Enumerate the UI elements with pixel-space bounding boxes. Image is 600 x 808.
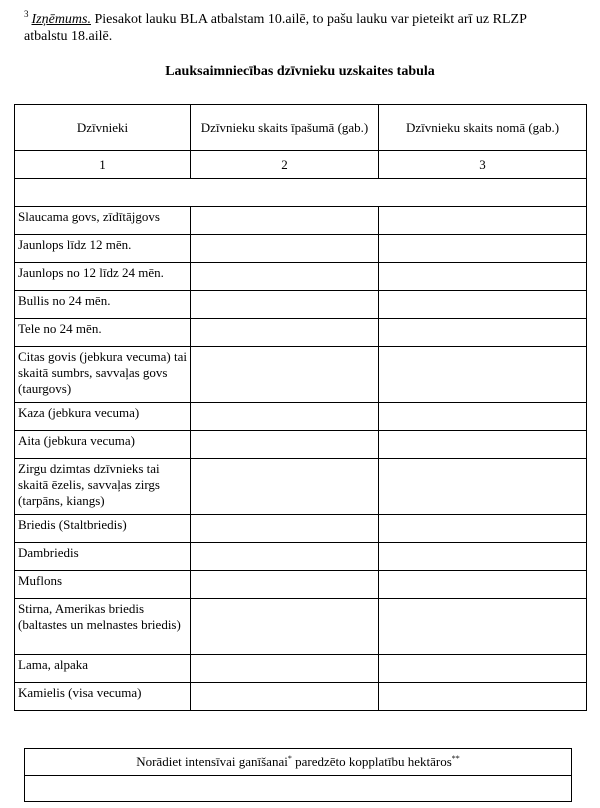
table-row xyxy=(15,347,587,403)
rented-count-cell[interactable] xyxy=(379,263,587,291)
animal-label: Dambriedis xyxy=(15,543,191,571)
table-row xyxy=(15,515,587,543)
header-owned-count: Dzīvnieku skaits īpašumā (gab.) xyxy=(191,105,379,151)
rented-count-cell[interactable] xyxy=(379,207,587,235)
rented-count-cell[interactable] xyxy=(379,319,587,347)
empty-cell xyxy=(15,179,587,207)
rented-count-cell[interactable] xyxy=(379,291,587,319)
animal-label: Kamielis (visa vecuma) xyxy=(15,683,191,711)
footnote-marker: 3 xyxy=(24,9,29,19)
rented-count-cell[interactable] xyxy=(379,599,587,655)
owned-count-cell[interactable] xyxy=(191,431,379,459)
table-row xyxy=(15,431,587,459)
table-row xyxy=(15,403,587,431)
owned-count-cell[interactable] xyxy=(191,655,379,683)
intensive-grazing-label xyxy=(25,749,572,776)
column-number: 3 xyxy=(379,151,587,179)
table-row xyxy=(15,291,587,319)
footnote-text: Piesakot lauku BLA atbalstam 10.ailē, to pašu lauku var pieteikt arī uz RLZP atbalstu 18.ailē. xyxy=(24,12,527,44)
column-number: 2 xyxy=(191,151,379,179)
footnote-mark: ** xyxy=(451,754,460,763)
animal-label: Bullis no 24 mēn. xyxy=(15,291,191,319)
table-row xyxy=(15,543,587,571)
label-text: Norādiet intensīvai ganīšanai xyxy=(136,754,288,769)
column-number-row xyxy=(15,151,587,179)
owned-count-cell[interactable] xyxy=(191,347,379,403)
table-row xyxy=(15,655,587,683)
intensive-grazing-input[interactable] xyxy=(25,776,572,802)
owned-count-cell[interactable] xyxy=(191,263,379,291)
table-row xyxy=(15,599,587,655)
animal-label: Citas govis (jebkura vecuma) tai skaitā sumbrs, savvaļas govs (taurgovs) xyxy=(15,347,191,403)
table-row xyxy=(15,263,587,291)
intensive-grazing-box xyxy=(24,748,572,802)
rented-count-cell[interactable] xyxy=(379,543,587,571)
rented-count-cell[interactable] xyxy=(379,459,587,515)
label-text: paredzēto kopplatību hektāros xyxy=(291,754,452,769)
rented-count-cell[interactable] xyxy=(379,347,587,403)
animal-label: Jaunlops līdz 12 mēn. xyxy=(15,235,191,263)
owned-count-cell[interactable] xyxy=(191,207,379,235)
owned-count-cell[interactable] xyxy=(191,319,379,347)
animal-label: Kaza (jebkura vecuma) xyxy=(15,403,191,431)
table-title: Lauksaimniecības dzīvnieku uzskaites tabula xyxy=(165,64,435,79)
table-row xyxy=(15,459,587,515)
owned-count-cell[interactable] xyxy=(191,235,379,263)
animal-label: Tele no 24 mēn. xyxy=(15,319,191,347)
rented-count-cell[interactable] xyxy=(379,655,587,683)
table-row xyxy=(15,571,587,599)
animal-label: Aita (jebkura vecuma) xyxy=(15,431,191,459)
owned-count-cell[interactable] xyxy=(191,291,379,319)
animal-label: Briedis (Staltbriedis) xyxy=(15,515,191,543)
table-row xyxy=(15,235,587,263)
table-row xyxy=(15,319,587,347)
owned-count-cell[interactable] xyxy=(191,599,379,655)
animal-label: Lama, alpaka xyxy=(15,655,191,683)
rented-count-cell[interactable] xyxy=(379,431,587,459)
owned-count-cell[interactable] xyxy=(191,403,379,431)
owned-count-cell[interactable] xyxy=(191,515,379,543)
owned-count-cell[interactable] xyxy=(191,459,379,515)
rented-count-cell[interactable] xyxy=(379,683,587,711)
owned-count-cell[interactable] xyxy=(191,543,379,571)
animal-label: Muflons xyxy=(15,571,191,599)
table-row xyxy=(15,207,587,235)
animal-label: Jaunlops no 12 līdz 24 mēn. xyxy=(15,263,191,291)
header-rented-count: Dzīvnieku skaits nomā (gab.) xyxy=(379,105,587,151)
animal-rows xyxy=(15,207,587,711)
footnote xyxy=(24,6,572,45)
header-animals: Dzīvnieki xyxy=(15,105,191,151)
table-row xyxy=(15,683,587,711)
footnote-exception-label: Izņēmums. xyxy=(31,12,91,27)
livestock-table xyxy=(14,104,587,711)
rented-count-cell[interactable] xyxy=(379,235,587,263)
owned-count-cell[interactable] xyxy=(191,571,379,599)
owned-count-cell[interactable] xyxy=(191,683,379,711)
empty-row xyxy=(15,179,587,207)
rented-count-cell[interactable] xyxy=(379,515,587,543)
animal-label: Stirna, Amerikas briedis (baltastes un melnastes briedis) xyxy=(15,599,191,655)
rented-count-cell[interactable] xyxy=(379,403,587,431)
column-number: 1 xyxy=(15,151,191,179)
rented-count-cell[interactable] xyxy=(379,571,587,599)
animal-label: Slaucama govs, zīdītājgovs xyxy=(15,207,191,235)
footnote-mark: * xyxy=(287,754,292,763)
header-row xyxy=(15,105,587,151)
animal-label: Zirgu dzimtas dzīvnieks tai skaitā ēzelis, savvaļas zirgs (tarpāns, kiangs) xyxy=(15,459,191,515)
